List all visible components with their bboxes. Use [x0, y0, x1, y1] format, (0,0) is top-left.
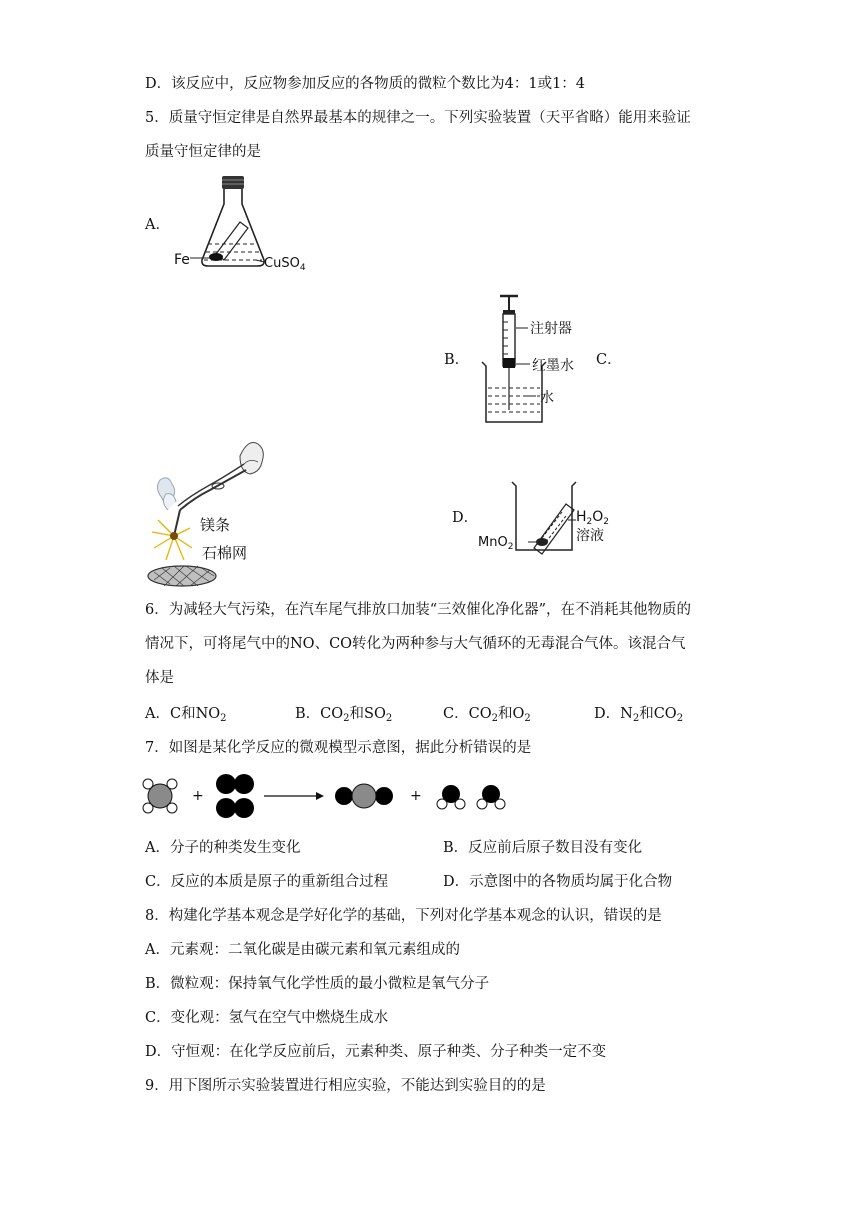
q6-option-c: C．$CO_2$和$O_2$	[443, 706, 531, 724]
molecule-co2	[335, 784, 393, 808]
mno2-solid	[536, 538, 548, 546]
q5-figure-b-syringe-beaker	[470, 292, 600, 426]
red-ink-label: 红墨水	[532, 358, 574, 374]
q5-figure-a-flask	[172, 172, 322, 272]
q5-label-d: D．	[452, 510, 479, 526]
q8-option-d: D．守恒观：在化学反应前后，元素种类、原子种类、分子种类一定不变	[145, 1044, 607, 1060]
water-label: 水	[540, 390, 554, 406]
q4-option-d: D．该反应中，反应物参加反应的各物质的微粒个数比为4：1或1：4	[145, 76, 586, 92]
flask-stopper	[222, 176, 244, 189]
gauze-label: 石棉网	[202, 544, 248, 562]
q5-stem-line2: 质量守恒定律的是	[145, 144, 261, 160]
cuso4-label: CuSO$_4$	[264, 256, 306, 272]
tilted-tube	[534, 504, 574, 554]
q8-option-a: A．元素观：二氧化碳是由碳元素和氧元素组成的	[145, 942, 460, 958]
molecule-h2o-2	[477, 785, 505, 809]
q6-option-a: A．C和$NO_2$	[145, 706, 227, 724]
syringe-label: 注射器	[530, 321, 572, 337]
q8-stem: 8．构建化学基本观念是学好化学的基础，下列对化学基本观念的认识，错误的是	[145, 908, 662, 924]
q6-option-b: B．$CO_2$和$SO_2$	[295, 706, 393, 724]
mg-strip-label: 镁条	[200, 516, 231, 534]
q5-stem-line1: 5．质量守恒定律是自然界最基本的规律之一。下列实验装置（天平省略）能用来验证	[145, 110, 691, 126]
q7-option-d: D．示意图中的各物质均属于化合物	[443, 874, 673, 890]
h2o2-label: $H_2O_2$	[576, 509, 610, 527]
q5-label-b: B．	[444, 352, 470, 368]
q7-option-b: B．反应前后原子数目没有变化	[443, 840, 643, 856]
q5-figure-c-magnesium	[140, 436, 280, 592]
fe-powder	[209, 253, 223, 261]
solution-label: 溶液	[576, 528, 604, 544]
q6-stem-line3: 体是	[145, 670, 174, 686]
molecule-h2o-1	[437, 785, 465, 809]
hand	[240, 443, 263, 475]
fe-label: Fe	[174, 252, 190, 268]
q7-reaction-diagram	[140, 770, 520, 822]
q8-option-c: C．变化观：氢气在空气中燃烧生成水	[145, 1010, 389, 1026]
plus-sign-1: +	[192, 788, 204, 804]
q7-option-a: A．分子的种类发生变化	[145, 840, 301, 856]
q9-stem: 9．用下图所示实验装置进行相应实验，不能达到实验目的的是	[145, 1078, 546, 1094]
q5-label-c: C．	[596, 352, 622, 368]
q7-stem: 7．如图是某化学反应的微观模型示意图，据此分析错误的是	[145, 740, 532, 756]
mno2-label: MnO$_2$	[478, 535, 514, 552]
tongs	[180, 470, 246, 510]
q6-stem-line2: 情况下，可将尾气中的NO、CO转化为两种参与大气循环的无毒混合气体。该混合气	[145, 636, 686, 652]
plus-sign-2: +	[410, 788, 422, 804]
q7-option-c: C．反应的本质是原子的重新组合过程	[145, 874, 389, 890]
q5-label-a: A．	[145, 217, 170, 233]
red-ink	[503, 358, 515, 368]
q5-figure-d-h2o2	[476, 478, 626, 558]
q6-stem-line1: 6．为减轻大气污染，在汽车尾气排放口加装“三效催化净化器”，在不消耗其他物质的	[145, 602, 692, 618]
q6-option-d: D．$N_2$和$CO_2$	[594, 706, 684, 724]
molecule-o2-pair	[216, 774, 254, 818]
q8-option-b: B．微粒观：保持氧气化学性质的最小微粒是氧气分子	[145, 976, 490, 992]
asbestos-gauze	[148, 566, 216, 586]
molecule-ch4	[143, 779, 177, 813]
